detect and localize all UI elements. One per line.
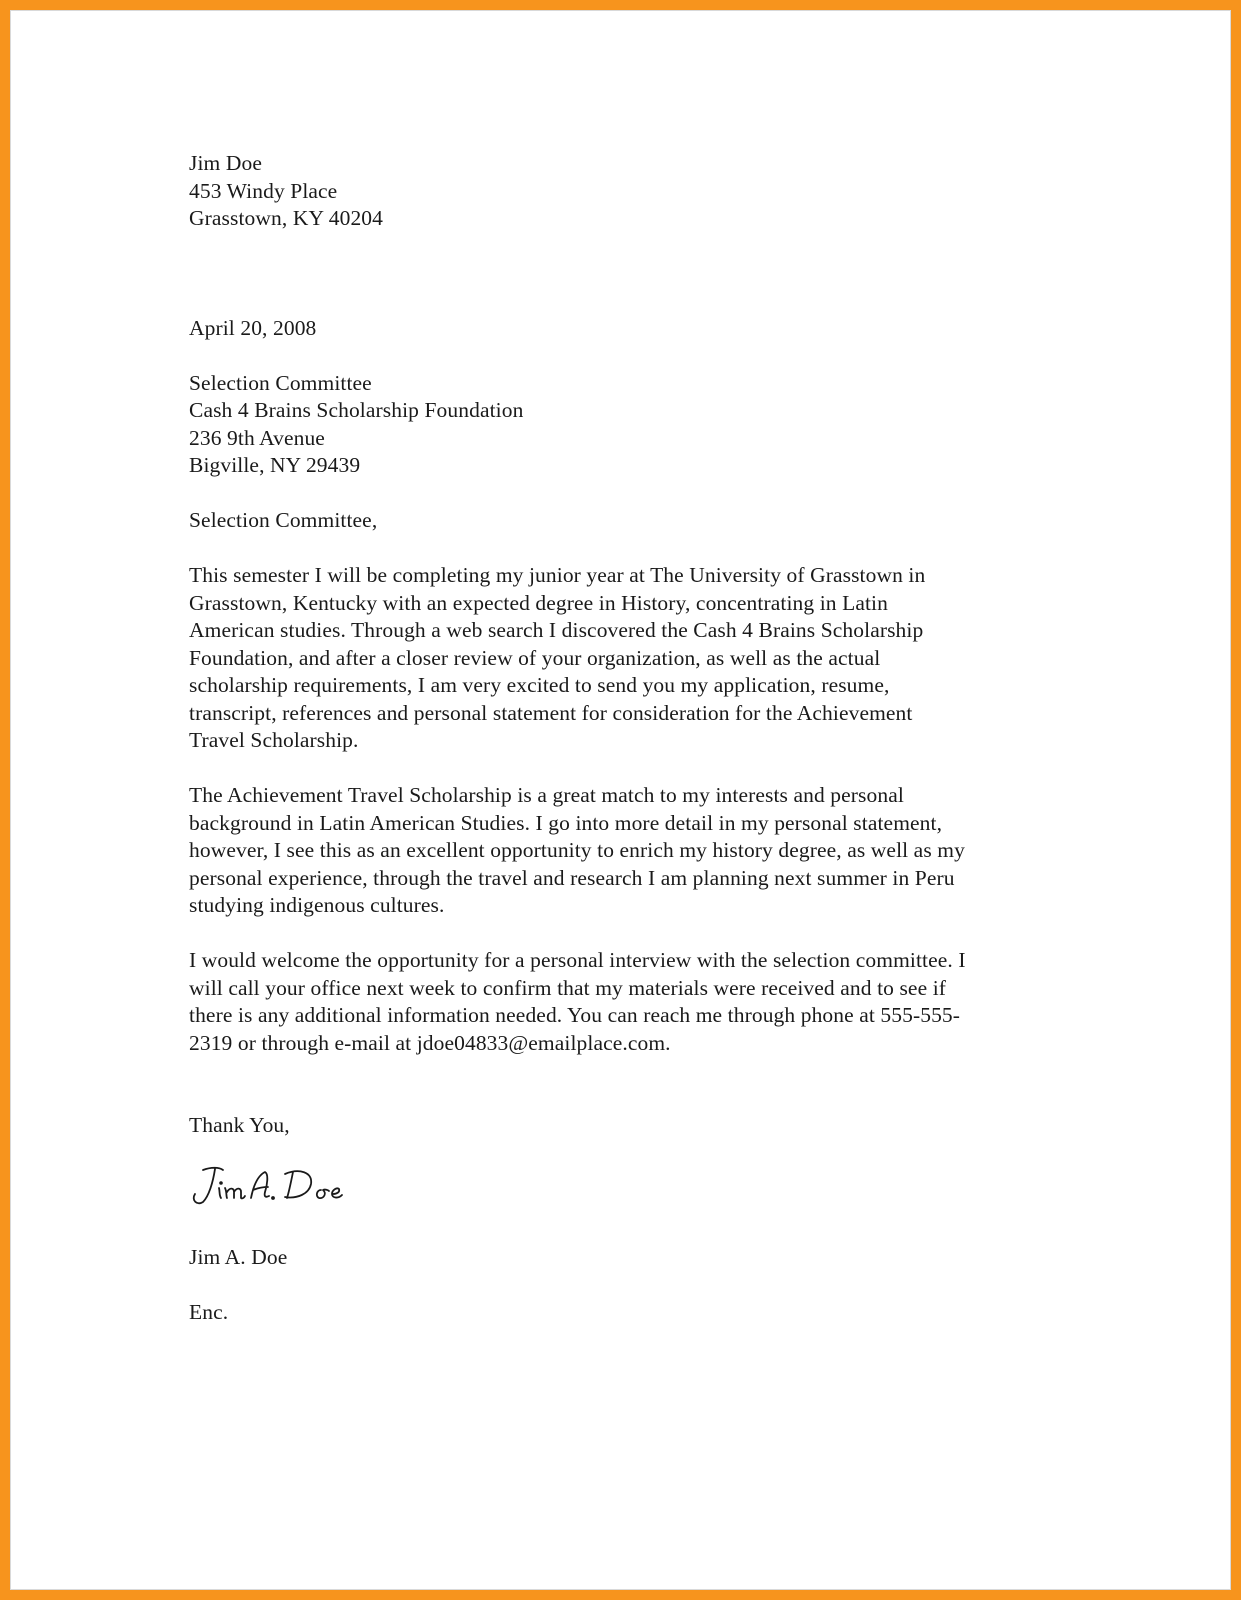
recipient-address [189,370,1069,480]
handwritten-signature [189,1162,369,1222]
body-line: however, I see this as an excellent opportunity to enrich my history degree, as well as my [189,838,965,862]
recipient-line-4: Bigville, NY 29439 [189,453,361,477]
salutation [189,507,1069,535]
letter-date [189,315,1069,343]
body-line: American studies. Through a web search I discovered the Cash 4 Brains Scholarship [189,618,924,642]
body-line: scholarship requirements, I am very excited to send you my application, resume, [189,673,890,697]
closing [189,1112,1069,1140]
body-line: personal experience, through the travel and research I am planning next summer in Peru [189,865,955,890]
closing-text: Thank You, [189,1113,290,1137]
body-line: The Achievement Travel Scholarship is a great match to my interests and personal [189,783,904,807]
body-paragraph-1 [189,562,1069,755]
date: April 20, 2008 [189,315,317,340]
body-line: This semester I will be completing my junior year at The University of Grasstown in [189,563,926,587]
body-line: 2319 or through e-mail at jdoe04833@emailplace.com. [189,1030,671,1055]
body-line: will call your office next week to confirm that my materials were received and to see if [189,975,947,1000]
body-line: Foundation, and after a closer review of your organization, as well as the actual [189,645,881,670]
enclosure [189,1299,1069,1327]
body-line: studying indigenous cultures. [189,893,445,917]
sender-address [189,150,1069,233]
printed-name [189,1244,1069,1272]
sender-name: Jim Doe [189,151,262,175]
body-line: I would welcome the opportunity for a personal interview with the selection committee. I [189,948,966,972]
body-paragraph-2 [189,782,1069,920]
sender-city: Grasstown, KY 40204 [189,206,383,230]
recipient-line-2: Cash 4 Brains Scholarship Foundation [189,398,524,422]
enclosure-text: Enc. [189,1299,229,1324]
body-line: transcript, references and personal statement for consideration for the Achievement [189,700,913,725]
body-line: Grasstown, Kentucky with an expected degree in History, concentrating in Latin [189,590,888,615]
recipient-line-3: 236 9th Avenue [189,425,325,450]
body-paragraph-3 [189,947,1069,1057]
body-line: there is any additional information needed. You can reach me through phone at 555-555- [189,1003,961,1027]
salutation-text: Selection Committee, [189,508,378,532]
body-line: background in Latin American Studies. I go into more detail in my personal statement, [189,810,943,835]
sender-street: 453 Windy Place [189,178,338,203]
recipient-line-1: Selection Committee [189,370,372,395]
body-line: Travel Scholarship. [189,728,359,752]
printed-name-text: Jim A. Doe [189,1244,288,1269]
letter [189,150,1069,1326]
